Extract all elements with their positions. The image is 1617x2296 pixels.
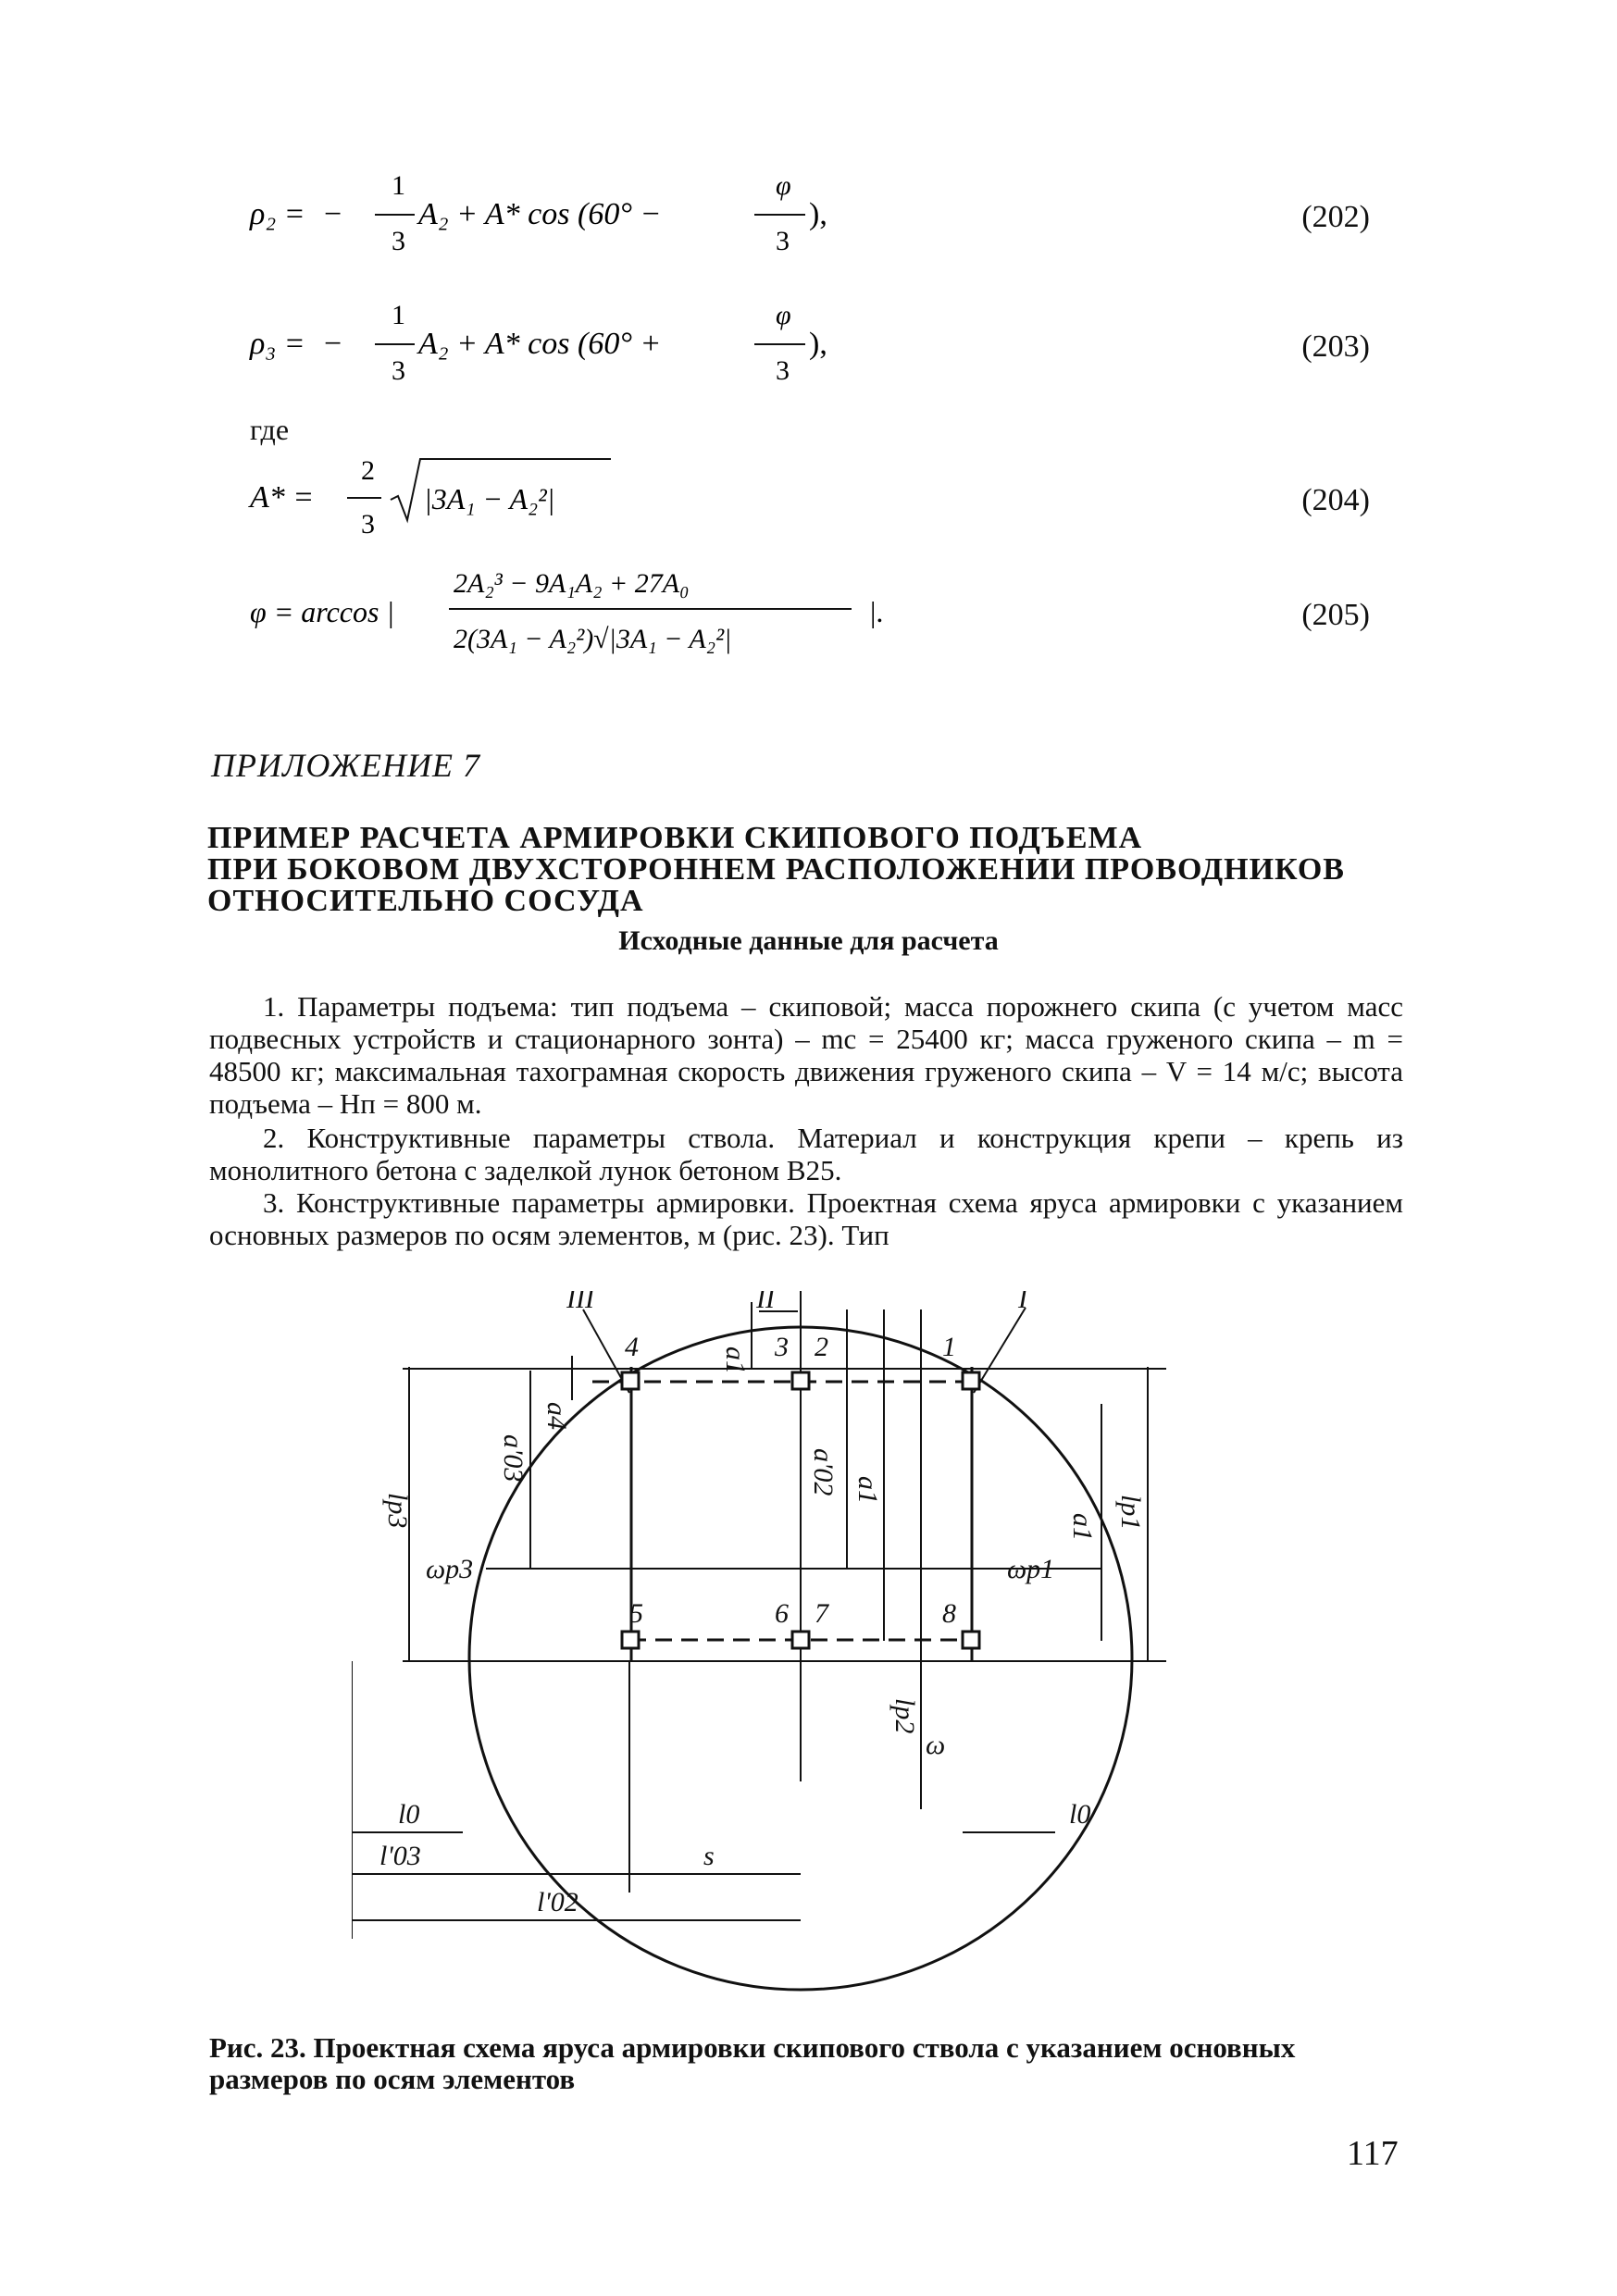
equation-203-formula <box>222 287 1148 426</box>
eq205-numerator: 2A₂³ − 9A₁A₂ + 27A₀ <box>454 568 690 599</box>
label-s: s <box>703 1841 715 1871</box>
equation-203 <box>222 287 1425 426</box>
eq203-coef-den: 3 <box>392 355 405 386</box>
eq203-close: ), <box>809 327 827 361</box>
eq203-lhs: ρ₃ = <box>250 327 305 361</box>
label-III: III <box>566 1291 594 1314</box>
label-3: 3 <box>775 1332 789 1362</box>
eq202-coef-den: 3 <box>392 226 405 256</box>
eq202-phi-den: 3 <box>776 226 790 256</box>
eq202-minus: − <box>324 197 342 231</box>
figure-23-diagram <box>352 1291 1222 1994</box>
eq202-close: ), <box>809 197 827 231</box>
equation-205-formula <box>222 546 1148 685</box>
node-2 <box>792 1372 809 1389</box>
label-lp3: lp3 <box>382 1493 413 1529</box>
equation-202 <box>222 157 1425 296</box>
equation-204-number: (204) <box>1301 483 1370 517</box>
label-lp2: lp2 <box>889 1698 920 1734</box>
paragraph-2: 2. Конструктивные параметры ствола. Материал и конструкция крепи – крепь из монолитного бетона с заделкой лунок бетоном В25. <box>209 1122 1403 1186</box>
eq203-coef-num: 1 <box>392 300 405 330</box>
label-a4: a4 <box>541 1402 572 1430</box>
page-number: 117 <box>1347 2134 1399 2173</box>
label-5: 5 <box>629 1598 643 1629</box>
eq202-body: A₂ + A* cos (60° − <box>418 197 662 231</box>
label-w: ω <box>926 1730 946 1760</box>
label-l0-right: l0 <box>1069 1799 1091 1830</box>
node-6 <box>792 1632 809 1648</box>
eq204-lhs: A* = <box>250 480 315 515</box>
label-4: 4 <box>625 1332 639 1362</box>
label-a03p: a'03 <box>498 1434 529 1483</box>
node-1 <box>963 1372 979 1389</box>
label-8: 8 <box>942 1598 956 1629</box>
equation-204-formula <box>222 442 1148 563</box>
eq203-body: A₂ + A* cos (60° + <box>418 327 662 361</box>
label-I: I <box>1018 1291 1027 1314</box>
eq203-phi-num: φ <box>776 300 791 330</box>
eq203-phi-den: 3 <box>776 355 790 386</box>
label-wp1: ωp1 <box>1007 1554 1055 1584</box>
section-subtitle: Исходные данные для расчета <box>618 925 999 956</box>
label-l02p: l'02 <box>537 1887 578 1917</box>
eq202-lhs: ρ₂ = <box>250 197 305 231</box>
label-l03p: l'03 <box>379 1841 421 1871</box>
eq202-coef-num: 1 <box>392 170 405 201</box>
eq205-close: |. <box>870 595 884 628</box>
node-4 <box>622 1372 639 1389</box>
title-line-1: ПРИМЕР РАСЧЕТА АРМИРОВКИ СКИПОВОГО ПОДЪЕМА <box>207 821 1143 855</box>
eq204-den: 3 <box>361 509 375 540</box>
label-a1-top: a1 <box>720 1347 751 1374</box>
paragraph-1: 1. Параметры подъема: тип подъема – скиповой; масса порожнего скипа (с учетом масс подвесных устройств и стационарного зонта) – mc = 25400 кг; масса груженого скипа – m = 48500 кг; максимальная тахограмная скорость движения груженого скипа – V = 14 м/с; высота подъема – Hп = 800 м. <box>209 990 1403 1120</box>
node-8 <box>963 1632 979 1648</box>
equation-202-number: (202) <box>1301 200 1370 234</box>
label-6: 6 <box>775 1598 789 1629</box>
eq205-denominator: 2(3A₁ − A₂²)√|3A₁ − A₂²| <box>454 624 732 654</box>
leader-I <box>974 1308 1026 1393</box>
title-line-3: ОТНОСИТЕЛЬНО СОСУДА <box>207 884 644 918</box>
equation-203-number: (203) <box>1301 329 1370 364</box>
node-5 <box>622 1632 639 1648</box>
gde-word: где <box>250 413 290 446</box>
label-a1-right: a1 <box>1067 1513 1098 1541</box>
eq202-phi-num: φ <box>776 170 791 201</box>
appendix-label: ПРИЛОЖЕНИЕ 7 <box>211 747 480 784</box>
label-lp1: lp1 <box>1115 1495 1146 1531</box>
label-l0-left: l0 <box>398 1799 420 1830</box>
equation-205 <box>222 546 1425 685</box>
equation-205-number: (205) <box>1301 598 1370 632</box>
label-1: 1 <box>942 1332 956 1362</box>
eq205-lhs: φ = arccos | <box>250 595 395 628</box>
label-7: 7 <box>815 1598 828 1629</box>
label-wp3: ωp3 <box>426 1554 474 1584</box>
paragraph-3: 3. Конструктивные параметры армировки. Проектная схема яруса армировки с указанием основных размеров по осям элементов, м (рис. 23). Тип <box>209 1186 1403 1251</box>
equation-202-formula <box>222 157 1148 296</box>
label-a02p: a'02 <box>808 1448 839 1496</box>
label-2: 2 <box>815 1332 828 1362</box>
eq204-num: 2 <box>361 455 375 486</box>
title-line-2: ПРИ БОКОВОМ ДВУХСТОРОННЕМ РАСПОЛОЖЕНИИ ПРОВОДНИКОВ <box>207 852 1345 887</box>
eq203-minus: − <box>324 327 342 361</box>
figure-caption: Рис. 23. Проектная схема яруса армировки скипового ствола с указанием основных размеров по осям элементов <box>209 2031 1296 2095</box>
eq204-radicand: |3A₁ − A₂²| <box>424 482 555 515</box>
label-II: II <box>756 1291 775 1314</box>
label-a1-mid: a1 <box>852 1476 883 1504</box>
